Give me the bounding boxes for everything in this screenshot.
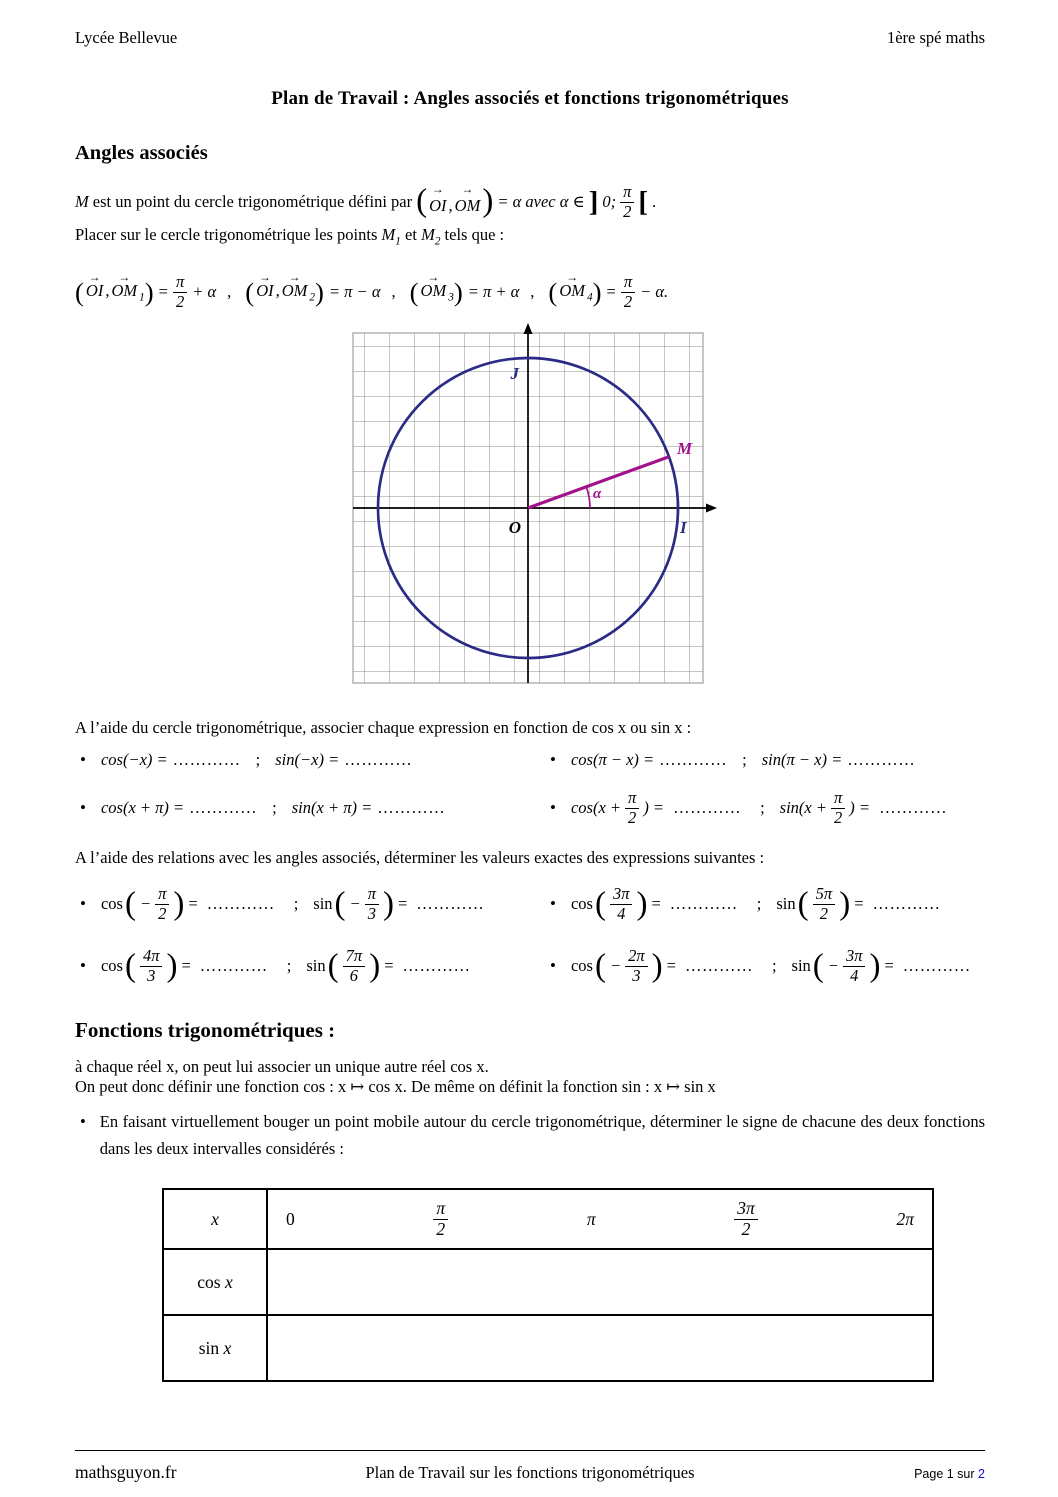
var-M: M	[75, 192, 89, 212]
page-title: Plan de Travail : Angles associés et fonctions trigonométriques	[271, 88, 789, 109]
exo2-item-1: • cos ( − $\frac{\pi}{2}$ ) = ………… ; sin ( − $\frac{\pi}{3}$ ) = …………	[75, 878, 515, 930]
vector-OI: OI →	[427, 193, 448, 219]
document-header	[75, 28, 985, 48]
exo1-item-cos-x-plus-pi-2: • cos(x + $\frac{\pi}{2}$ ) = ………… ; sin(x + $\frac{\pi}{2}$ ) = …………	[545, 782, 985, 834]
exo2-item-2: • cos ( $\frac{3\pi}{4}$ ) = ………… ; sin ( $\frac{5\pi}{2}$ ) = …………	[545, 878, 985, 930]
sin-row-label: sin x	[163, 1315, 267, 1381]
placer-paragraph: Placer sur le cercle trigonométrique les points $M_1$ et $M_2$ tels que :	[75, 225, 505, 248]
page-footer	[75, 1450, 985, 1483]
unit-circle-svg	[339, 321, 721, 693]
fraction-pi-2: $\frac{\pi}{2}$	[620, 183, 634, 221]
cos-answer-cell	[267, 1249, 933, 1315]
footer-page-indicator: Page 1 sur 2	[914, 1467, 985, 1481]
sin-answer-cell	[267, 1315, 933, 1381]
tick-2pi: 2π	[896, 1208, 914, 1229]
label-I: I	[680, 518, 687, 538]
intro-text: est un point du cercle trigonométrique défini par	[92, 192, 413, 212]
exo2-grid	[75, 878, 985, 992]
tick-3pi-2: $\frac{3\pi}{2}$	[734, 1199, 758, 1239]
vector-equation-3: ( OM → $_3$) = π + α ,	[410, 279, 549, 306]
tick-pi: π	[586, 1208, 596, 1229]
table-header-values	[267, 1189, 933, 1249]
vector-equations-line	[75, 255, 985, 317]
vector-OM2: OM →	[280, 281, 310, 301]
fonctions-bullet: • En faisant virtuellement bouger un point mobile autour du cercle trigonométrique, déterminer le signe de chacune des deux fonctions dans les deux intervalles considérés :	[75, 1109, 985, 1162]
page-2-link[interactable]: 2	[978, 1467, 985, 1481]
vector-OI: OI →	[84, 281, 105, 301]
label-M: M	[677, 439, 693, 459]
exo1-item-cos-neg-x: • cos(−x) = ………… ; sin(−x) = …………	[75, 750, 515, 770]
fonctions-p2: On peut donc définir une fonction cos : x ↦ cos x. De même on définit la fonction sin : x ↦ sin x	[75, 1077, 716, 1097]
fonctions-p1: à chaque réel x, on peut lui associer un unique autre réel cos x.	[75, 1057, 489, 1077]
unit-circle-figure	[339, 321, 721, 698]
table-header-x: x	[163, 1189, 267, 1249]
x-axis-arrow-icon	[706, 504, 717, 513]
vector-equation-2: ( OI → , OM → $_2$) = π − α ,	[245, 279, 409, 306]
cos-row-label: cos x	[163, 1249, 267, 1315]
var-M1: M	[381, 225, 396, 244]
label-O: O	[508, 518, 521, 538]
exo2-item-3: • cos ( $\frac{4\pi}{3}$ ) = ………… ; sin ( $\frac{7\pi}{6}$ ) = …………	[75, 940, 515, 992]
vector-OM1: OM →	[109, 281, 139, 301]
intro-paragraph: M est un point du cercle trigonométrique défini par ( OI → , OM →) = α avec α ∈ ] 0; $\frac{\pi}{2}$ [ .	[75, 179, 985, 225]
y-axis-arrow-icon	[524, 323, 533, 334]
sin-row	[163, 1315, 933, 1381]
section-heading-fonctions: Fonctions trigonométriques :	[75, 1018, 336, 1043]
vector-OI: OI →	[254, 281, 275, 301]
interval-close-bracket: [	[638, 185, 648, 218]
interval-open-bracket: ]	[588, 185, 599, 218]
vector-OM4: OM →	[557, 281, 587, 301]
label-alpha: α	[593, 486, 602, 503]
vector-OM3: OM →	[419, 281, 449, 301]
label-J: J	[510, 364, 519, 384]
sign-table	[162, 1188, 934, 1382]
sign-table-header-row	[163, 1189, 933, 1249]
exo1-item-cos-x-plus-pi: • cos(x + π) = ………… ; sin(x + π) = …………	[75, 798, 515, 818]
exo2-intro: A l’aide des relations avec les angles associés, déterminer les valeurs exactes des expressions suivantes :	[75, 848, 765, 868]
school-name: Lycée Bellevue	[75, 28, 178, 47]
vector-pair: ( OI → , OM →)	[416, 185, 493, 219]
exo1-intro: A l’aide du cercle trigonométrique, associer chaque expression en fonction de cos x ou sin x :	[75, 718, 692, 738]
exo2-item-4: • cos ( − $\frac{2\pi}{3}$ ) = ………… ; sin ( − $\frac{3\pi}{4}$ ) = …………	[545, 940, 985, 992]
vector-equation-4: ( OM → $_4$) = $\frac{\pi}{2}$ − α.	[548, 273, 673, 311]
exo1-grid	[75, 750, 985, 834]
vector-OM: OM →	[453, 193, 483, 219]
exo1-item-cos-pi-minus-x: • cos(π − x) = ………… ; sin(π − x) = …………	[545, 750, 985, 770]
tick-pi-2: $\frac{\pi}{2}$	[433, 1199, 448, 1239]
alpha-definition: = α avec α ∈	[497, 192, 585, 212]
cos-row	[163, 1249, 933, 1315]
tick-0: 0	[286, 1208, 295, 1229]
footer-site: mathsguyon.fr	[75, 1462, 177, 1482]
vector-equation-1: ( OI → , OM → $_1$) = $\frac{\pi}{2}$ + α ,	[75, 273, 245, 311]
section-heading-angles: Angles associés	[75, 142, 208, 164]
var-M2: M	[421, 225, 435, 244]
class-level: 1ère spé maths	[886, 28, 985, 47]
footer-doc-title: Plan de Travail sur les fonctions trigonométriques	[365, 1463, 695, 1482]
